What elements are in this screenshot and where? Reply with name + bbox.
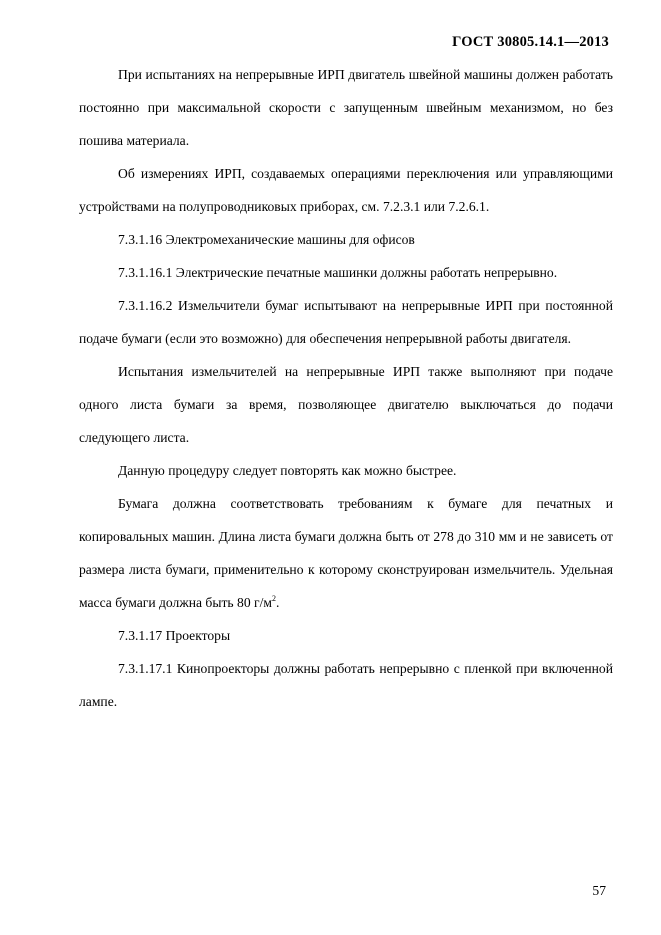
paragraph-paper-requirements [79,487,613,619]
paragraph-sewing-machine: При испытаниях на непрерывные ИРП двигатель швейной машины должен работать постоянно при максимальной скорости с запущенным швейным механизмом, но без пошива материала. [79,67,613,148]
unit-exponent: 2 [271,594,276,603]
paragraph-typewriters: 7.3.1.16.1 Электрические печатные машинки должны работать непрерывно. [118,265,558,280]
page-number: 57 [592,883,606,898]
document-code-header: ГОСТ 30805.14.1—2013 [452,34,609,50]
section-heading-projectors: 7.3.1.17 Проекторы [118,628,231,643]
paragraph-repeat-procedure: Данную процедуру следует повторять как можно быстрее. [118,463,457,478]
paragraph-film-projectors: 7.3.1.17.1 Кинопроекторы должны работать непрерывно с пленкой при включенной лампе. [79,661,613,709]
paragraph-shredders: 7.3.1.16.2 Измельчители бумаг испытывают на непрерывные ИРП при постоянной подаче бумаги (если это возможно) для обеспечения непрерывной работы двигателя. [79,298,613,346]
paper-requirements-text: Бумага должна соответствовать требованиям к бумаге для печатных и копировальных машин. Длина листа бумаги должна быть от 278 до 310 мм и не зависеть от размера листа бумаги, применительно к которому сконструирован измельчитель. Удельная масса бумаги должна быть 80 г/м [79,496,613,610]
paper-requirements-tail: . [275,595,280,610]
paragraph-shredder-single-sheet: Испытания измельчителей на непрерывные ИРП также выполняют при подаче одного листа бумаги за время, позволяющее двигателю выключаться до подачи следующего листа. [79,364,613,445]
section-heading-office-machines: 7.3.1.16 Электромеханические машины для офисов [118,232,415,247]
paragraph-switching-measurements: Об измерениях ИРП, создаваемых операциями переключения или управляющими устройствами на полупроводниковых приборах, см. 7.2.3.1 или 7.2.6.1. [79,166,613,214]
document-body [79,58,613,718]
